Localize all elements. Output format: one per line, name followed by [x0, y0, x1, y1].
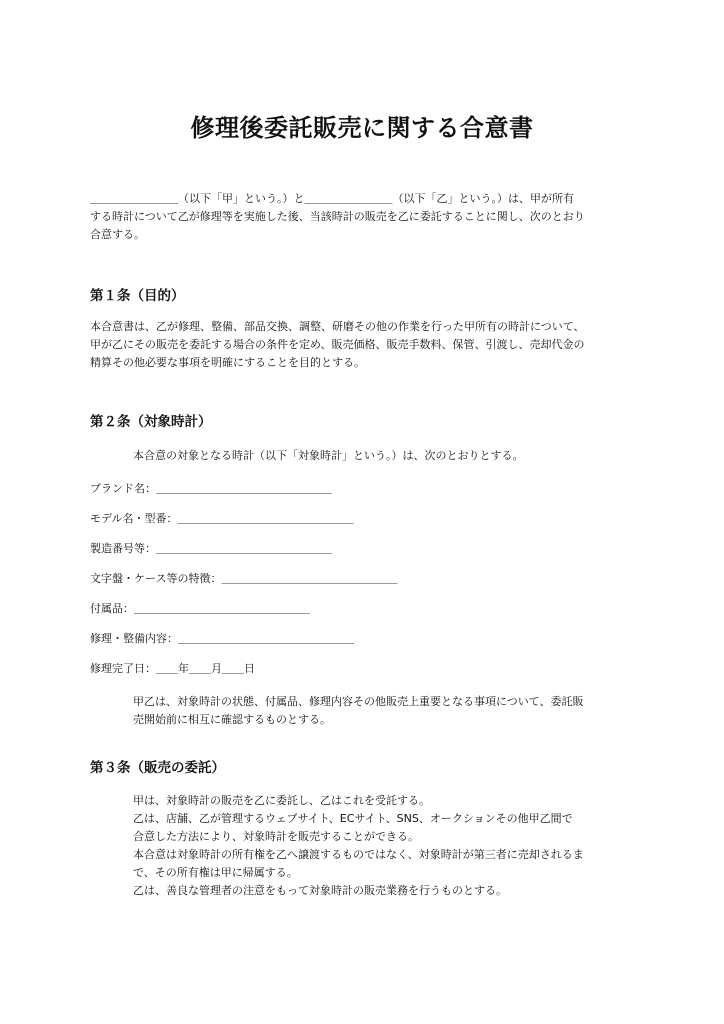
intro-line: ＿＿＿＿＿＿＿＿（以下「甲」という。）と＿＿＿＿＿＿＿＿（以下「乙」という。）は、甲が所有: [90, 192, 574, 205]
field-brand-name: ブランド名：＿＿＿＿＿＿＿＿＿＿＿＿＿＿＿＿: [90, 482, 332, 495]
article-3-line: 本合意は対象時計の所有権を乙へ譲渡するものではなく、対象時計が第三者に売却されるま: [133, 848, 584, 861]
intro-paragraph: [90, 190, 585, 244]
article-1-heading: 第１条（目的）: [90, 288, 185, 304]
article-2-closing-line: 売開始前に相互に確認するものとする。: [133, 713, 331, 726]
article-3-heading: 第３条（販売の委託）: [90, 760, 225, 776]
document-title: 修理後委託販売に関する合意書: [190, 114, 534, 142]
field-model-number: モデル名・型番：＿＿＿＿＿＿＿＿＿＿＿＿＿＿＿＿: [90, 512, 354, 525]
article-3-line: 合意した方法により、対象時計を販売することができる。: [133, 830, 419, 843]
intro-line: 合意する。: [90, 228, 145, 241]
intro-line: する時計について乙が修理等を実施した後、当該時計の販売を乙に委託することに関し、次のとおり: [90, 210, 585, 223]
article-3-line: 甲は、対象時計の販売を乙に委託し、乙はこれを受託する。: [133, 794, 430, 807]
article-3-body: [133, 792, 584, 900]
field-repair-details: 修理・整備内容：＿＿＿＿＿＿＿＿＿＿＿＿＿＿＿＿: [90, 632, 354, 645]
field-dial-case-features: 文字盤・ケース等の特徴：＿＿＿＿＿＿＿＿＿＿＿＿＿＿＿＿: [90, 572, 398, 585]
article-1-line: 本合意書は、乙が修理、整備、部品交換、調整、研磨その他の作業を行った甲所有の時計について、: [90, 320, 585, 333]
article-1-body: [90, 318, 585, 372]
field-accessories: 付属品：＿＿＿＿＿＿＿＿＿＿＿＿＿＿＿＿: [90, 602, 310, 615]
article-2-intro: 本合意の対象となる時計（以下「対象時計」という。）は、次のとおりとする。: [133, 449, 524, 462]
article-3-line: 乙は、善良な管理者の注意をもって対象時計の販売業務を行うものとする。: [133, 884, 507, 897]
article-2-heading: 第２条（対象時計）: [90, 414, 212, 430]
article-2-closing-line: 甲乙は、対象時計の状態、付属品、修理内容その他販売上重要となる事項について、委託販: [133, 695, 584, 708]
article-1-line: 精算その他必要な事項を明確にすることを目的とする。: [90, 356, 365, 369]
field-repair-completion-date: 修理完了日：＿＿年＿＿月＿＿日: [90, 662, 255, 675]
article-3-line: 乙は、店舗、乙が管理するウェブサイト、ECサイト、SNS、オークションその他甲乙間で: [133, 812, 573, 825]
article-3-line: で、その所有権は甲に帰属する。: [133, 866, 298, 879]
field-serial-number: 製造番号等：＿＿＿＿＿＿＿＿＿＿＿＿＿＿＿＿: [90, 542, 332, 555]
article-2-closing: [133, 693, 584, 729]
article-1-line: 甲が乙にその販売を委託する場合の条件を定め、販売価格、販売手数料、保管、引渡し、売却代金の: [90, 338, 585, 351]
